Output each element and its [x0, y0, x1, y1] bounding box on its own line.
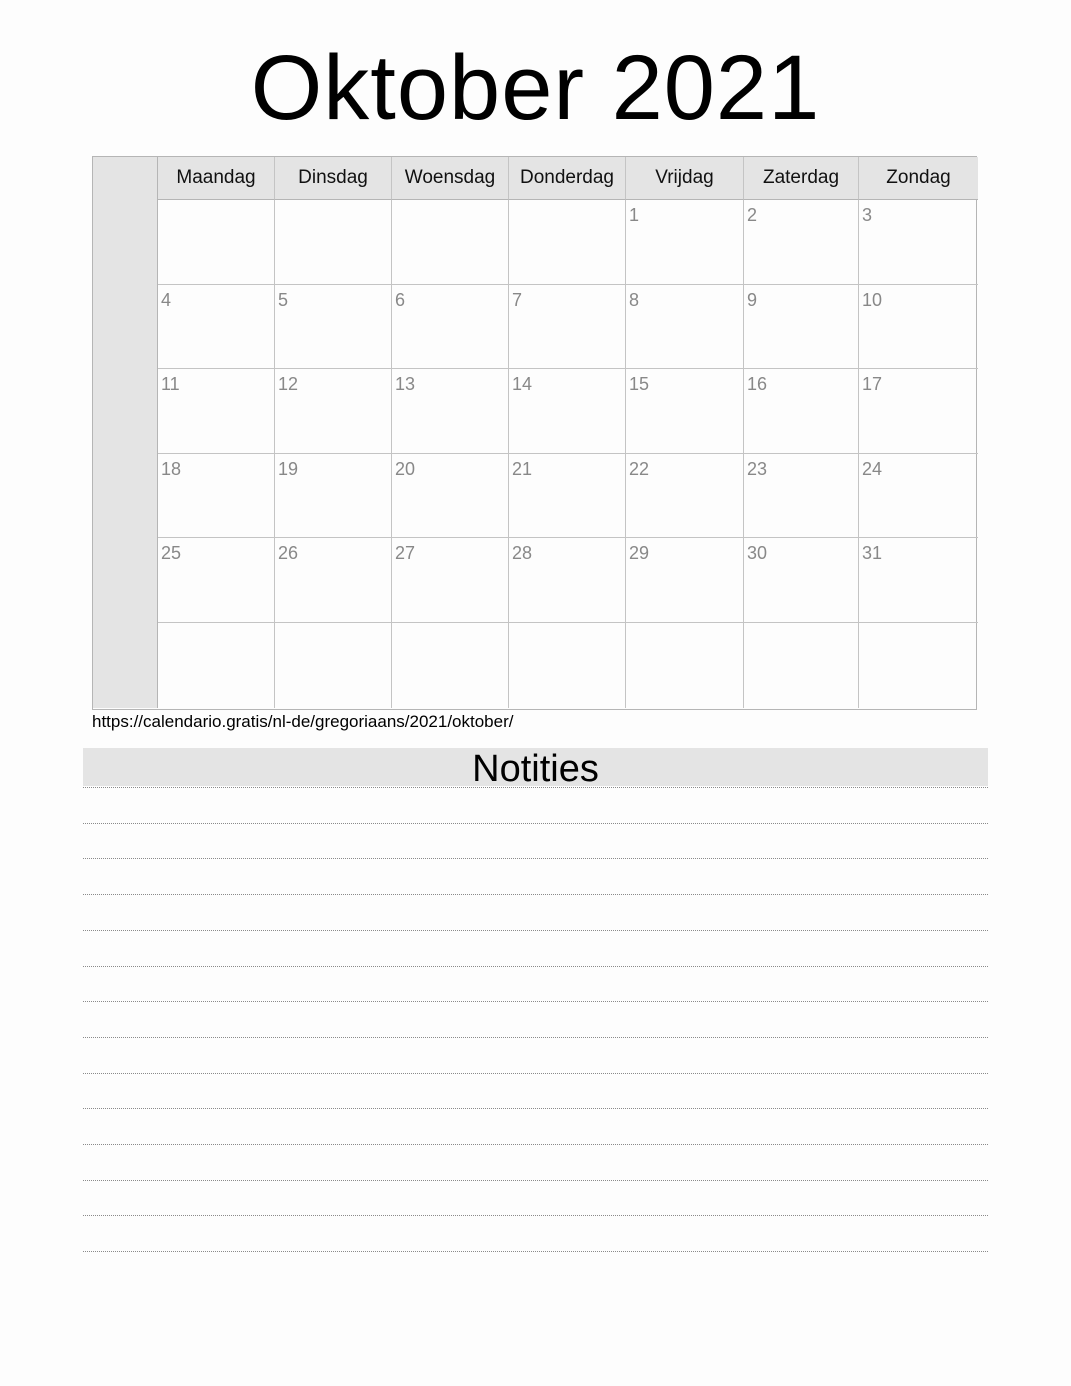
day-number: 29: [629, 543, 650, 563]
note-line: [83, 1108, 988, 1109]
day-number: 2: [747, 205, 758, 225]
day-cell: [275, 200, 392, 285]
week-number-column: [93, 157, 158, 708]
day-number: 16: [747, 374, 768, 394]
day-cell: [744, 285, 859, 369]
weekday-header-thursday: Donderdag: [509, 157, 626, 200]
day-cell: [509, 538, 626, 623]
page-title: Oktober 2021: [250, 37, 821, 139]
day-number: 26: [278, 543, 299, 563]
day-cell: [158, 285, 275, 369]
day-cell: [509, 454, 626, 538]
day-number: 24: [862, 459, 883, 479]
day-cell: [626, 538, 744, 623]
day-number: 7: [512, 290, 523, 310]
day-cell: [859, 285, 978, 369]
day-number: 28: [512, 543, 533, 563]
day-cell: [158, 200, 275, 285]
day-number: 30: [747, 543, 768, 563]
day-cell: [392, 285, 509, 369]
day-cell: [275, 623, 392, 708]
source-url: https://calendario.gratis/nl-de/gregoriaans/2021/oktober/: [92, 712, 514, 731]
day-cell: [392, 369, 509, 454]
note-line: [83, 1144, 988, 1145]
note-line: [83, 1001, 988, 1002]
day-number: 19: [278, 459, 299, 479]
day-cell: [626, 200, 744, 285]
day-cell: [509, 369, 626, 454]
day-cell: [744, 200, 859, 285]
day-number: 18: [161, 459, 182, 479]
day-number: 5: [278, 290, 289, 310]
note-line: [83, 1180, 988, 1181]
day-cell: [509, 285, 626, 369]
note-line: [83, 1073, 988, 1074]
note-line: [83, 858, 988, 859]
day-number: 13: [395, 374, 416, 394]
day-cell: [158, 623, 275, 708]
day-number: 31: [862, 543, 883, 563]
note-line: [83, 1037, 988, 1038]
day-number: 1: [629, 205, 640, 225]
day-number: 11: [161, 374, 180, 394]
day-cell: [509, 200, 626, 285]
day-cell: [392, 200, 509, 285]
day-cell: [275, 538, 392, 623]
day-number: 9: [747, 290, 758, 310]
day-number: 6: [395, 290, 406, 310]
day-number: 4: [161, 290, 172, 310]
day-number: 22: [629, 459, 650, 479]
day-number: 21: [512, 459, 533, 479]
day-cell: [392, 623, 509, 708]
weekday-header-sunday: Zondag: [859, 157, 978, 200]
note-line: [83, 1251, 988, 1252]
day-cell: [626, 285, 744, 369]
day-number: 8: [629, 290, 640, 310]
day-number: 15: [629, 374, 650, 394]
note-line: [83, 823, 988, 824]
day-number: 17: [862, 374, 883, 394]
day-cell: [859, 369, 978, 454]
day-cell: [158, 369, 275, 454]
weekday-header-wednesday: Woensdag: [392, 157, 509, 200]
day-cell: [275, 369, 392, 454]
day-number: 3: [862, 205, 873, 225]
day-cell: [392, 454, 509, 538]
day-cell: [275, 285, 392, 369]
day-cell: [859, 454, 978, 538]
day-cell: [744, 623, 859, 708]
day-number: 23: [747, 459, 768, 479]
note-line: [83, 894, 988, 895]
month-calendar-grid: [92, 156, 977, 710]
day-cell: [392, 538, 509, 623]
day-number: 27: [395, 543, 416, 563]
weekday-header-tuesday: Dinsdag: [275, 157, 392, 200]
day-cell: [158, 538, 275, 623]
day-cell: [859, 200, 978, 285]
weekday-header-friday: Vrijdag: [626, 157, 744, 200]
day-cell: [158, 454, 275, 538]
day-cell: [859, 538, 978, 623]
day-number: 25: [161, 543, 182, 563]
day-cell: [744, 454, 859, 538]
day-cell: [626, 454, 744, 538]
note-line: [83, 787, 988, 788]
weekday-header-monday: Maandag: [158, 157, 275, 200]
day-cell: [626, 623, 744, 708]
notes-heading: Notities: [83, 748, 988, 786]
day-cell: [509, 623, 626, 708]
weekday-header-saturday: Zaterdag: [744, 157, 859, 200]
day-number: 20: [395, 459, 416, 479]
day-number: 10: [862, 290, 883, 310]
day-cell: [275, 454, 392, 538]
day-number: 12: [278, 374, 299, 394]
note-line: [83, 1215, 988, 1216]
day-cell: [744, 369, 859, 454]
note-line: [83, 930, 988, 931]
day-cell: [744, 538, 859, 623]
day-number: 14: [512, 374, 533, 394]
note-line: [83, 966, 988, 967]
day-cell: [859, 623, 978, 708]
day-cell: [626, 369, 744, 454]
